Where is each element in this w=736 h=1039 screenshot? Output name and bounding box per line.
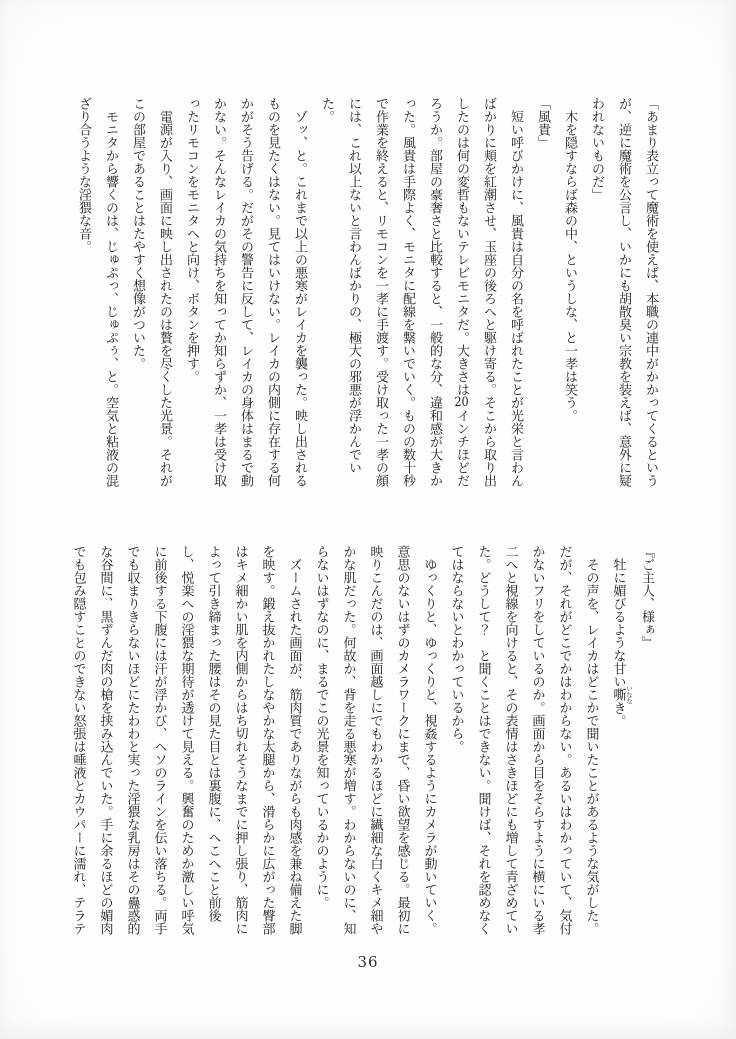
text-line: で作業を終えると、リモコンを一孝に手渡す。受け取った一孝の顔	[373, 97, 388, 487]
text-segment: き。	[610, 701, 626, 728]
text-segment: したのは何の変哲もないテレビモニタだ。大きさは	[454, 97, 469, 396]
text-line: ったリモコンをモニタへと向け、ボタンを押す。	[184, 97, 199, 383]
text-line: ズームされた画面が、筋肉質でありながらも肉感を兼ね備えた脚	[286, 545, 302, 935]
text-line: 電源が入り、画面に映し出されたのは贅を尽くした光景。それが	[157, 97, 172, 487]
text-line: に前後する下腹には汗が浮かび、ヘソのラインを伝い落ちる。両手	[151, 545, 167, 935]
text-line: でも包み隠すことのできない怒張は唾液とカウパーに濡れ、テラテ	[70, 545, 86, 935]
page-number: 36	[357, 953, 379, 971]
text-line	[605, 545, 634, 945]
text-line: には、これ以上ないと言わんばかりの、極大の邪悪が浮かんでい	[346, 97, 361, 474]
text-line: 「あまり表立って魔術を使えば、本職の連中がかかってくるという	[643, 97, 658, 487]
text-line: 意思のないはずのカメラワークにまで、昏い欲望を感じる。最初に	[394, 545, 410, 935]
tcy-number: 20	[454, 396, 469, 409]
text-line: ばかりに頬を紅潮させ、玉座の後ろへと駆け寄る。そこから取り出	[481, 97, 496, 487]
text-block-top	[70, 97, 664, 497]
text-line: を映す。鍛え抜かれたしなやかな太腿から、滑らかに広がった臀部	[259, 545, 275, 935]
text-line: た。どうして？ と聞くことはできない。聞けば、それを認めなく	[475, 545, 491, 935]
text-line: でも収まりきらないほどにたわわと実った淫猥な乳房はその蠱惑的	[124, 545, 140, 935]
text-line: かない。そんなレイカの気持ちを知ってか知らずか、一孝は受け取	[211, 97, 226, 487]
text-line: ゾッ、と。これまで以上の悪寒がレイカを襲った。映し出される	[292, 97, 307, 487]
text-line: かがそう告げる。だがその警告に反して、レイカの身体はまるで動	[238, 97, 253, 487]
text-block-bottom	[65, 545, 661, 945]
ruby-annotation	[610, 685, 633, 705]
text-line: 木を隠すならば森の中、というしな、と一孝は笑う。	[562, 97, 577, 422]
text-line: 二へと視線を向けると、その表情はさきほどにも増して青ざめてい	[502, 545, 518, 935]
text-line: った。風貴は手際よく、モニタに配線を繋いでいく。ものの数十秒	[400, 97, 415, 487]
text-line: われないものだ」	[589, 97, 604, 201]
text-line: かないフリをしているのか。画面から目をそらすように横にいる孝	[529, 545, 545, 935]
text-segment: インチほどだ	[454, 409, 469, 487]
text-line: この部屋であることはたやすく想像がついた。	[130, 97, 145, 370]
text-segment: 牡に媚びるような甘い	[610, 545, 626, 688]
text-line: 映りこんだのは、画面越しにでもわかるほどに繊細な白くキメ細や	[367, 545, 383, 935]
text-line: が、逆に魔術を公言し、いかにも胡散臭い宗教を装えば、意外に疑	[616, 97, 631, 487]
text-line	[448, 97, 475, 497]
text-line: はキメ細かい肌を内側からはち切れそうなまでに押し張り、筋肉に	[232, 545, 248, 935]
text-line: よって引き締まった腰はその見た目とは裏腹に、へこへこと前後	[205, 545, 221, 922]
ruby-text: いなな	[625, 685, 633, 705]
text-line: モニタから響くのは、じゅぷっ、じゅぷぅ、と。空気と粘液の混	[103, 97, 118, 487]
text-line: 『ご主人、様ぁ』	[639, 545, 654, 649]
text-line: その声を、レイカはどこかで聞いたことがあるような気がした。	[583, 545, 599, 935]
text-line: ゆっくりと、ゆっくりと、視姦するようにカメラが動いていく。	[421, 545, 437, 935]
text-line: な谷間に、黒ずんだ肉の槍を挟み込んでいた。手に余るほどの媚肉	[97, 545, 113, 935]
text-line: た。	[319, 97, 334, 123]
text-line: らないはずなのに、まるでこの光景を知っているかのように。	[313, 545, 329, 909]
text-line: ものを見たくはない。見てはいけない。レイカの内側に存在する何	[265, 97, 280, 487]
text-line: し、悦楽への淫猥な期待が透けて見える。興奮のためか激しい呼気	[178, 545, 194, 935]
ruby-base: 嘶	[610, 685, 626, 705]
text-line: ろうか。部屋の豪奢さと比較すると、一般的な分、違和感が大きか	[427, 97, 442, 487]
text-line: ざり合うような淫猥な音。	[76, 97, 91, 253]
text-line: 短い呼びかけに、風貴は自分の名を呼ばれたことが光栄と言わん	[508, 97, 523, 487]
text-line: かな肌だった。何故か、背を走る悪寒が増す。わからないのに、知	[340, 545, 356, 935]
text-line: 「風貴」	[535, 97, 550, 149]
text-line: だが、それがどこでかはわからない。あるいはわかっていて、気付	[556, 545, 572, 935]
text-line: てはならないとわかっているから。	[448, 545, 464, 753]
